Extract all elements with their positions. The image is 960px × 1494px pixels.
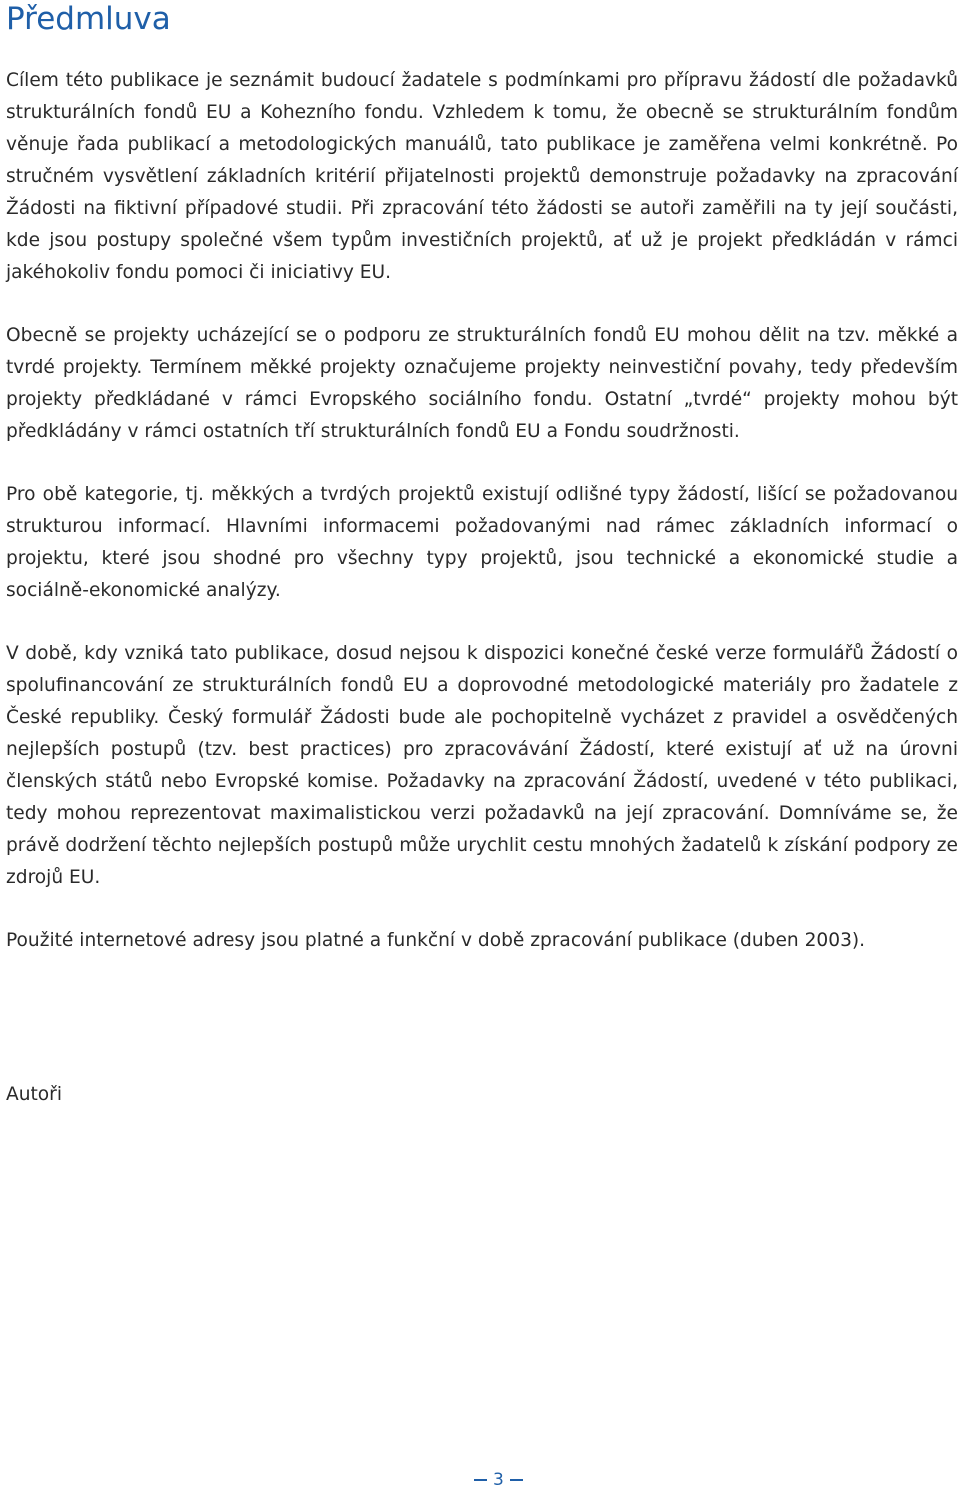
paragraph-internet-addresses: Použité internetové adresy jsou platné a funkční v době zpracování publikace (duben 2003). — [6, 930, 866, 951]
paragraph-czech-forms: V době, kdy vzniká tato publikace, dosud nejsou k dispozici konečné české verze formulářů Žádostí o spolufinancování ze strukturálních fondů EU a doprovodné metodologické materiály pro žadatele z České republiky. Český formulář Žádosti bude ale pochopitelně vycházet z pravidel a osvědčených nejlepších postupů (tzv. best practices) pro zpracovávání Žádostí, které existují ať už na úrovni členských států nebo Evropské komise. Požadavky na zpracování Žádostí, uvedené v této publikaci, tedy mohou reprezentovat maximalistickou verzi požadavků na její zpracování. Domníváme se, že právě dodržení těchto nejlepších postupů může urychlit cestu mnohých žadatelů k získání podpory ze zdrojů EU. — [6, 643, 958, 888]
body-text — [6, 65, 958, 988]
page-number — [474, 1469, 523, 1491]
page-number-value: 3 — [493, 1470, 504, 1490]
page-number-dash — [510, 1479, 523, 1481]
paragraph-project-types: Obecně se projekty ucházející se o podporu ze strukturálních fondů EU mohou dělit na tzv. měkké a tvrdé projekty. Termínem měkké projekty označujeme projekty neinvestiční povahy, tedy především projekty předkládané v rámci Evropského sociálního fondu. Ostatní „tvrdé“ projekty mohou být předkládány v rámci ostatních tří strukturálních fondů EU a Fondu soudržnosti. — [6, 325, 958, 442]
signature: Autoři — [6, 1084, 62, 1105]
paragraph-intro: Cílem této publikace je seznámit budoucí žadatele s podmínkami pro přípravu žádostí dle požadavků strukturálních fondů EU a Kohezního fondu. Vzhledem k tomu, že obecně se strukturálním fondům věnuje řada publikací a metodologických manuálů, tato publikace je zaměřena velmi konkrétně. Po stručném vysvětlení základních kritérií přijatelnosti projektů demonstruje požadavky na zpracování Žádosti na fiktivní případové studii. Při zpracování této žádosti se autoři zaměřili na ty její součásti, kde jsou postupy společné všem typům investičních projektů, ať už je projekt předkládán v rámci jakéhokoliv fondu pomoci či iniciativy EU. — [6, 70, 958, 283]
page-number-dash — [474, 1479, 487, 1481]
paragraph-application-types: Pro obě kategorie, tj. měkkých a tvrdých projektů existují odlišné typy žádostí, lišící se požadovanou strukturou informací. Hlavními informacemi požadovanými nad rámec základních informací o projektu, které jsou shodné pro všechny typy projektů, jsou technické a ekonomické studie a sociálně-ekonomické analýzy. — [6, 484, 958, 601]
page-title: Předmluva — [6, 1, 171, 37]
